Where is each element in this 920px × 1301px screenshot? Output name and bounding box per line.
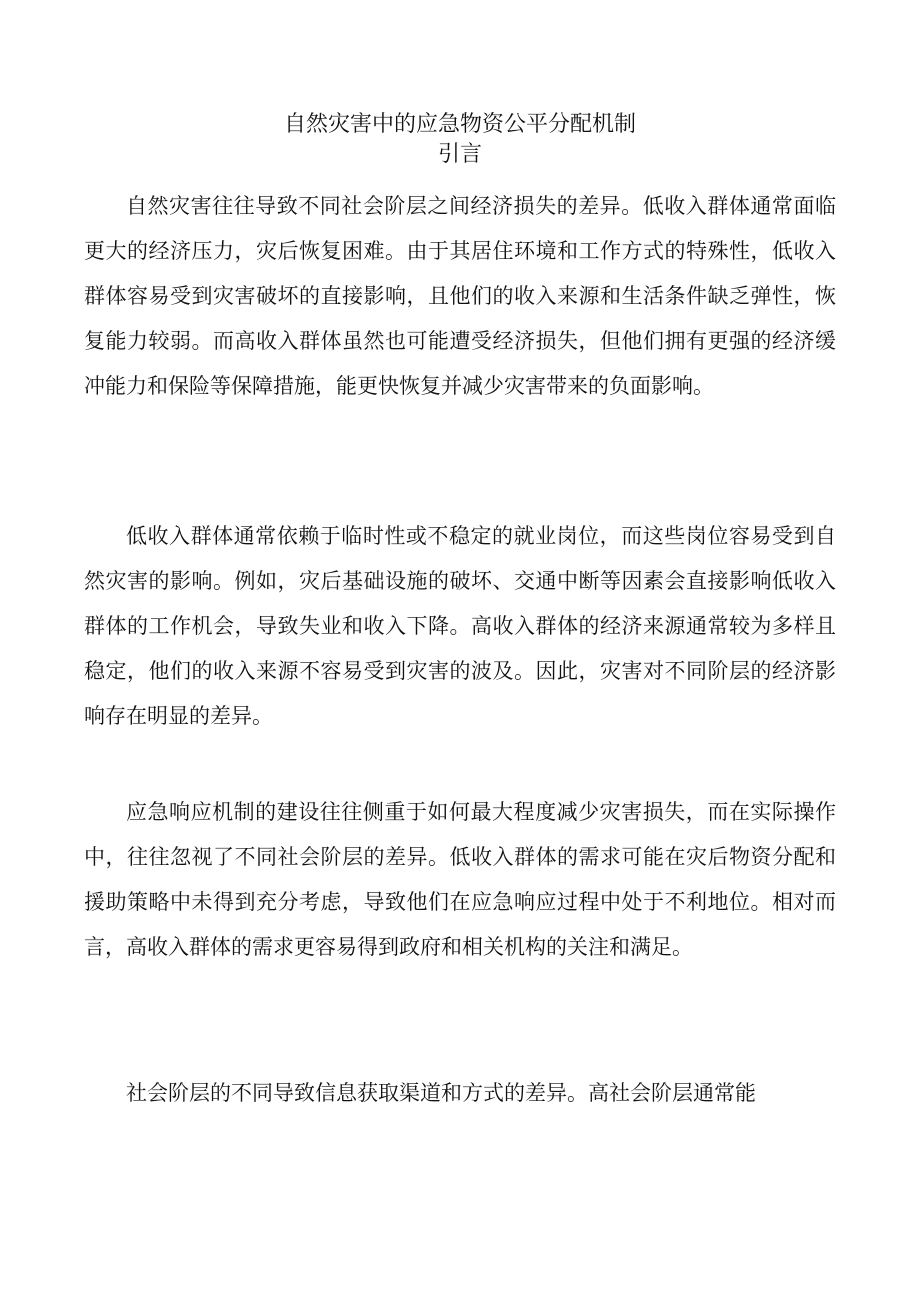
paragraph-4: 社会阶层的不同导致信息获取渠道和方式的差异。高社会阶层通常能 [126,1081,756,1105]
paragraph-1: 自然灾害往往导致不同社会阶层之间经济损失的差异。低收入群体通常面临更大的经济压力，灾后恢复困难。由于其居住环境和工作方式的特殊性，低收入群体容易受到灾害破坏的直接影响，且他们的收入来源和生活条件缺乏弹性，恢复能力较弱。而高收入群体虽然也可能遭受经济损失，但他们拥有更强的经济缓冲能力和保险等保障措施，能更快恢复并减少灾害带来的负面影响。 [84,194,836,398]
paragraph-2: 低收入群体通常依赖于临时性或不稳定的就业岗位，而这些岗位容易受到自然灾害的影响。例如，灾后基础设施的破坏、交通中断等因素会直接影响低收入群体的工作机会，导致失业和收入下降。高收入群体的经济来源通常较为多样且稳定，他们的收入来源不容易受到灾害的波及。因此，灾害对不同阶层的经济影响存在明显的差异。 [84,524,836,728]
document-title: 自然灾害中的应急物资公平分配机制 [283,112,636,137]
section-heading: 引言 [437,142,482,167]
paragraph-3: 应急响应机制的建设往往侧重于如何最大程度减少灾害损失，而在实际操作中，往往忽视了不同社会阶层的差异。低收入群体的需求可能在灾后物资分配和援助策略中未得到充分考虑，导致他们在应急响应过程中处于不利地位。相对而言，高收入群体的需求更容易得到政府和相关机构的关注和满足。 [84,800,836,959]
